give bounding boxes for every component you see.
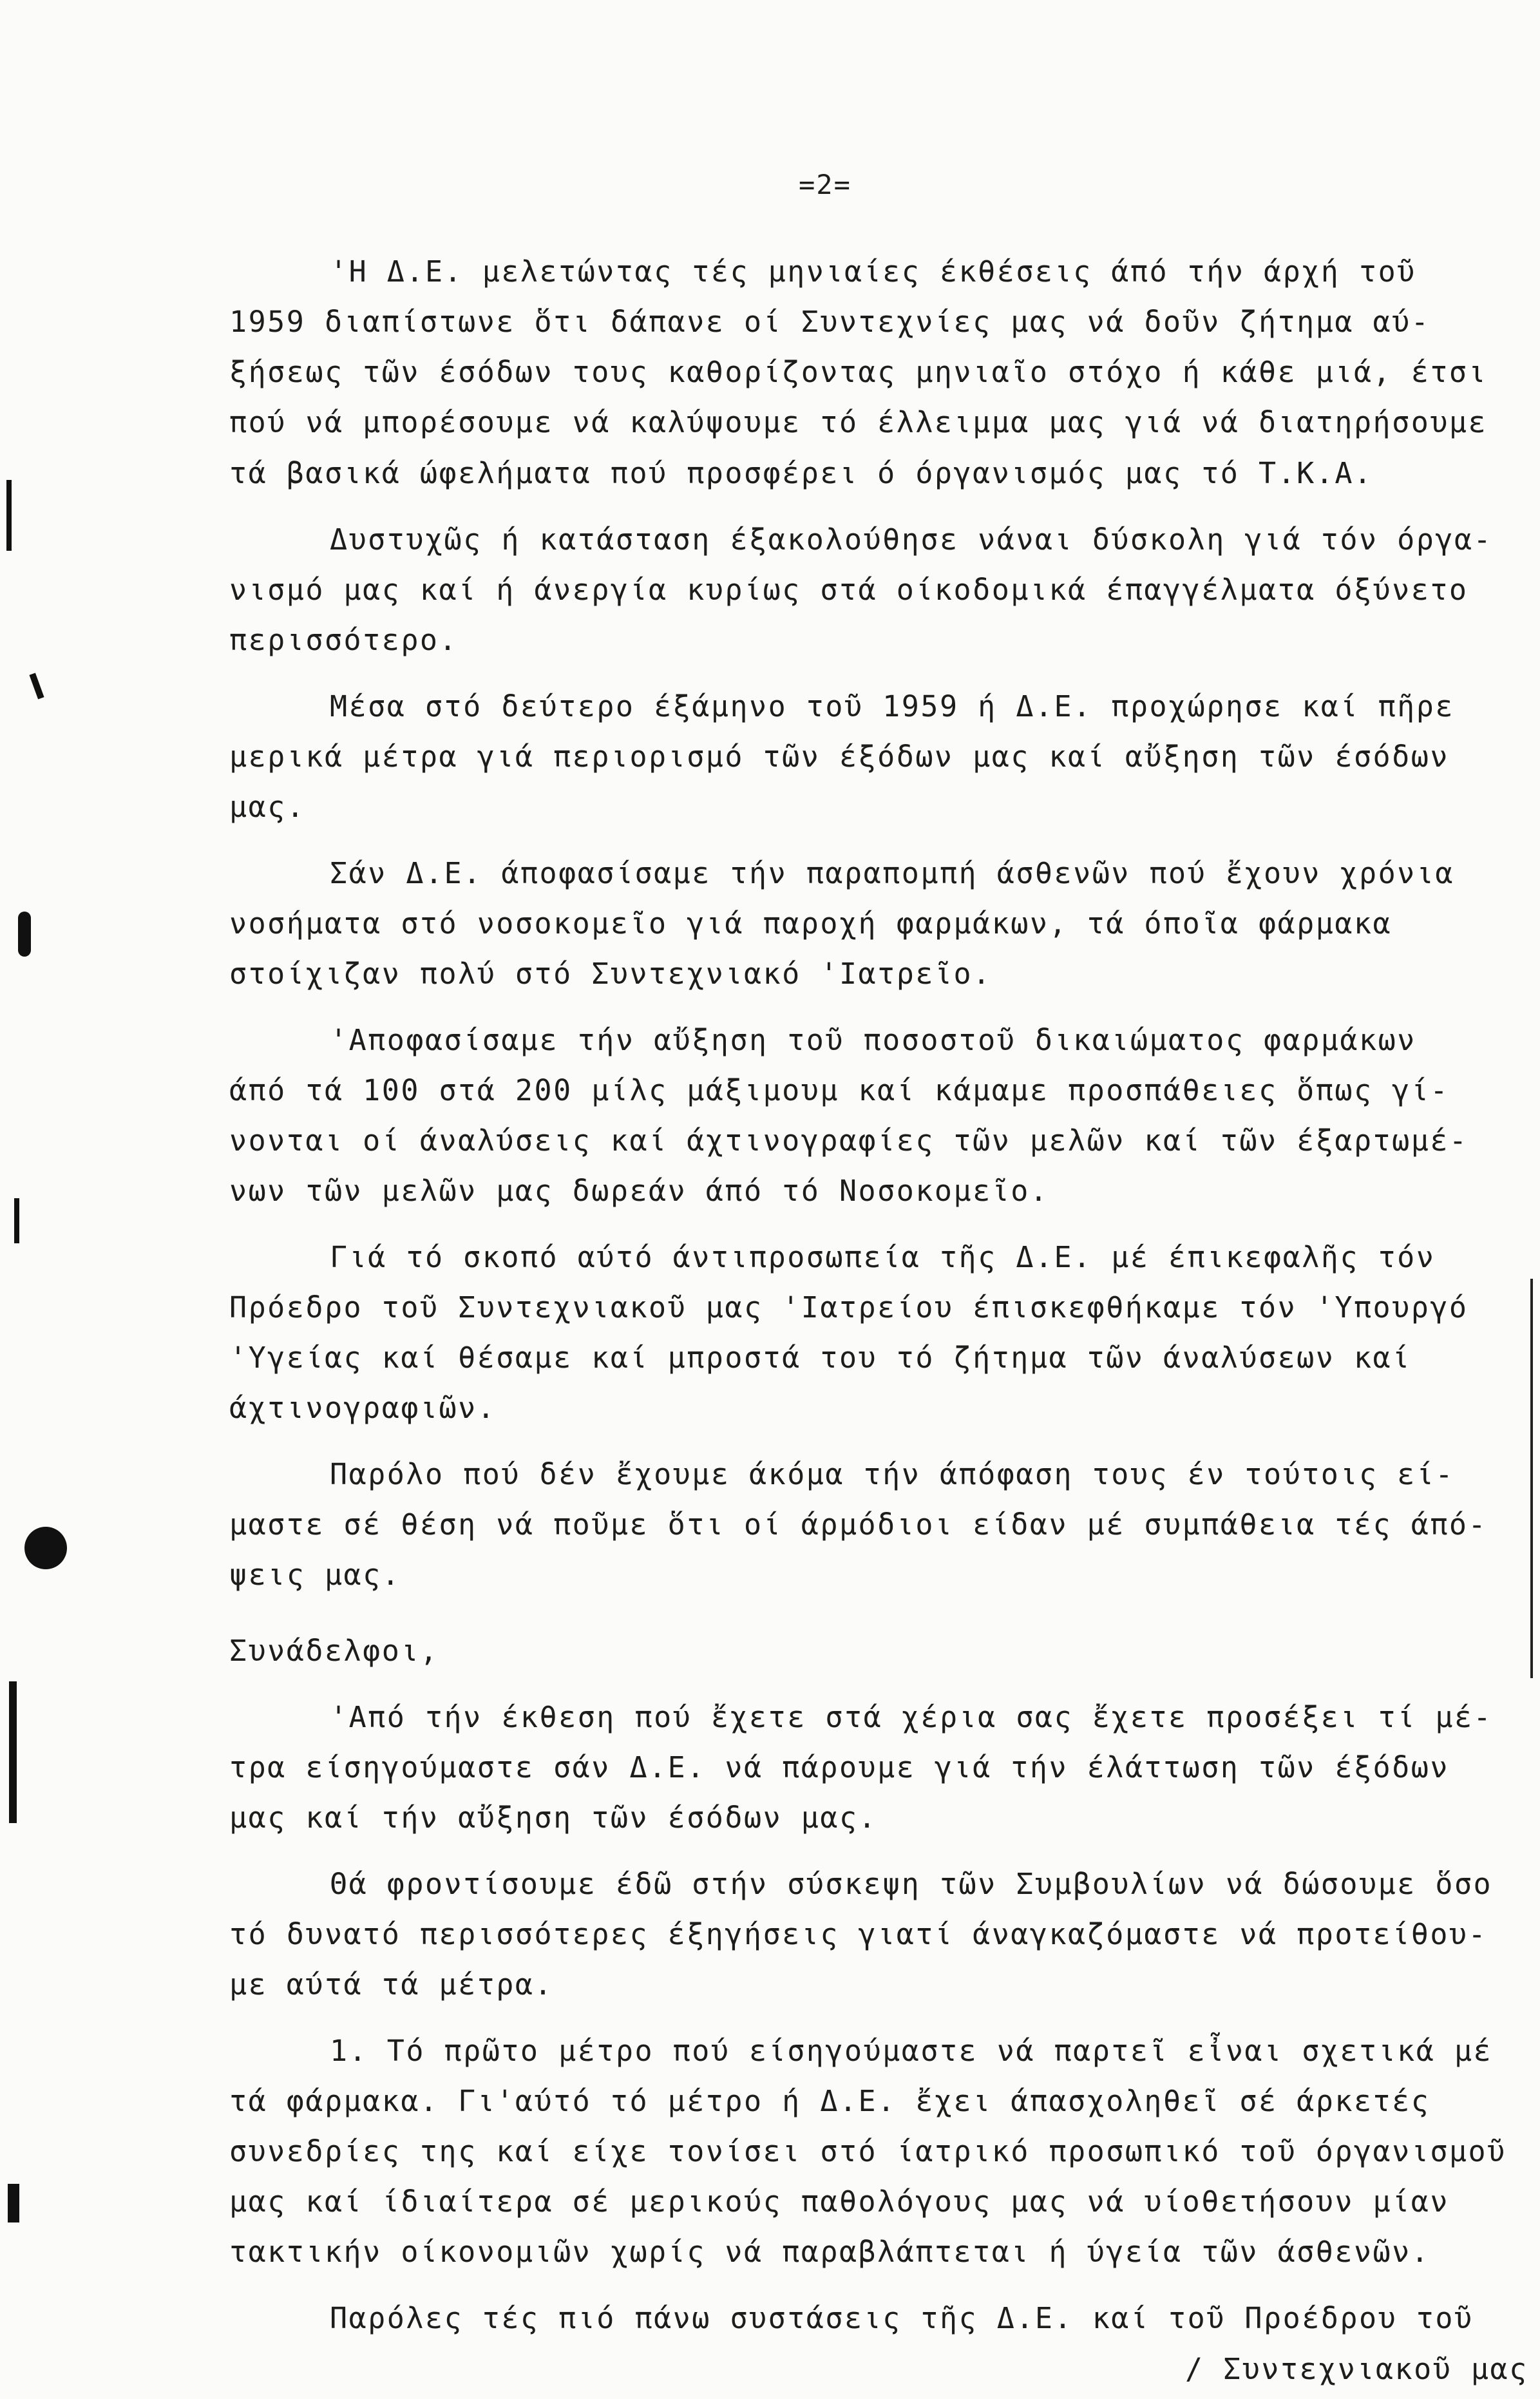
text-line: 1. Τό πρῶτο μέτρο πού είσηγούμαστε νά παρτεῖ εἶναι σχετικά μέ xyxy=(330,2034,1493,2068)
text-line: 'Η Δ.Ε. μελετώντας τές μηνιαίες έκθέσεις άπό τήν άρχή τοῦ xyxy=(330,254,1416,289)
salutation: Συνάδελφοι, xyxy=(229,1634,439,1668)
text-line: νων τῶν μελῶν μας δωρεάν άπό τό Νοσοκομεῖο. xyxy=(229,1174,1049,1208)
text-line: Γιά τό σκοπό αύτό άντιπροσωπεία τῆς Δ.Ε. μέ έπικεφαλῆς τόν xyxy=(330,1240,1436,1274)
binding-mark xyxy=(6,480,12,551)
text-line: 'Αποφασίσαμε τήν αὔξηση τοῦ ποσοστοῦ δικαιώματος φαρμάκων xyxy=(330,1023,1416,1057)
text-line: συνεδρίες της καί είχε τονίσει στό ίατρικό προσωπικό τοῦ όργανισμοῦ xyxy=(229,2134,1507,2168)
continuation-line: / Συντεχνιακοῦ μας xyxy=(1185,2352,1528,2386)
text-line: άπό τά 100 στά 200 μίλς μάξιμουμ καί κάμαμε προσπάθειες ὅπως γί- xyxy=(229,1073,1449,1107)
binding-mark xyxy=(9,1681,17,1823)
page-number: =2= xyxy=(799,169,851,200)
binding-mark xyxy=(18,912,31,957)
text-line: με αύτά τά μέτρα. xyxy=(229,1967,554,2002)
binding-mark xyxy=(8,2184,19,2222)
text-line: Θά φροντίσουμε έδῶ στήν σύσκεψη τῶν Συμβουλίων νά δώσουμε ὅσο xyxy=(330,1867,1493,1901)
text-line: πού νά μπορέσουμε νά καλύψουμε τό έλλειμμα μας γιά νά διατηρήσουμε xyxy=(229,405,1488,439)
text-line: άχτινογραφιῶν. xyxy=(229,1391,497,1425)
binding-mark xyxy=(14,1198,19,1243)
text-line: 1959 διαπίστωνε ὅτι δάπανε οί Συντεχνίες μας νά δοῦν ζήτημα αύ- xyxy=(229,305,1431,339)
text-line: μας. xyxy=(229,790,306,824)
margin-line xyxy=(1530,1279,1533,1678)
text-line: Δυστυχῶς ή κατάσταση έξακολούθησε νάναι δύσκολη γιά τόν όργα- xyxy=(330,522,1493,557)
text-line: μερικά μέτρα γιά περιορισμό τῶν έξόδων μας καί αὔξηση τῶν έσόδων xyxy=(229,740,1449,774)
binding-mark xyxy=(29,673,44,699)
text-line: μαστε σέ θέση νά ποῦμε ὅτι οί άρμόδιοι είδαν μέ συμπάθεια τές άπό- xyxy=(229,1507,1488,1542)
text-line: 'Από τήν έκθεση πού ἔχετε στά χέρια σας ἔχετε προσέξει τί μέ- xyxy=(330,1700,1493,1734)
text-line: Πρόεδρο τοῦ Συντεχνιακοῦ μας 'Ιατρείου έπισκεφθήκαμε τόν 'Υπουργό xyxy=(229,1290,1469,1324)
text-line: 'Υγείας καί θέσαμε καί μπροστά του τό ζήτημα τῶν άναλύσεων καί xyxy=(229,1341,1411,1375)
text-line: Παρόλες τές πιό πάνω συστάσεις τῆς Δ.Ε. καί τοῦ Προέδρου τοῦ xyxy=(330,2301,1474,2335)
text-line: μας καί ίδιαίτερα σέ μερικούς παθολόγους μας νά υίοθετήσουν μίαν xyxy=(229,2184,1449,2219)
text-line: στοίχιζαν πολύ στό Συντεχνιακό 'Ιατρεῖο. xyxy=(229,957,992,991)
punch-hole xyxy=(24,1527,67,1569)
text-line: ξήσεως τῶν έσόδων τους καθορίζοντας μηνιαῖο στόχο ή κάθε μιά, έτσι xyxy=(229,355,1488,389)
text-line: τά φάρμακα. Γι'αύτό τό μέτρο ή Δ.Ε. ἔχει άπασχοληθεῖ σέ άρκετές xyxy=(229,2084,1431,2118)
text-line: τό δυνατό περισσότερες έξηγήσεις γιατί άναγκαζόμαστε νά προτείθου- xyxy=(229,1917,1488,1951)
text-line: Σάν Δ.Ε. άποφασίσαμε τήν παραπομπή άσθενῶν πού ἔχουν χρόνια xyxy=(330,856,1454,890)
text-line: περισσότερο. xyxy=(229,623,459,657)
text-line: μας καί τήν αὔξηση τῶν έσόδων μας. xyxy=(229,1801,878,1835)
text-line: τακτικήν οίκονομιῶν χωρίς νά παραβλάπτεται ή ύγεία τῶν άσθενῶν. xyxy=(229,2235,1431,2269)
text-line: τά βασικά ώφελήματα πού προσφέρει ό όργανισμός μας τό Τ.Κ.Α. xyxy=(229,456,1373,490)
text-line: Παρόλο πού δέν ἔχουμε άκόμα τήν άπόφαση τους έν τούτοις εί- xyxy=(330,1457,1454,1491)
text-line: ψεις μας. xyxy=(229,1558,401,1592)
text-line: τρα είσηγούμαστε σάν Δ.Ε. νά πάρουμε γιά τήν έλάττωση τῶν έξόδων xyxy=(229,1750,1449,1784)
text-line: νοσήματα στό νοσοκομεῖο γιά παροχή φαρμάκων, τά όποῖα φάρμακα xyxy=(229,906,1393,941)
text-line: Μέσα στό δεύτερο έξάμηνο τοῦ 1959 ή Δ.Ε. προχώρησε καί πῆρε xyxy=(330,689,1454,723)
text-line: νονται οί άναλύσεις καί άχτινογραφίες τῶν μελῶν καί τῶν έξαρτωμέ- xyxy=(229,1123,1469,1158)
text-line: νισμό μας καί ή άνεργία κυρίως στά οίκοδομικά έπαγγέλματα όξύνετο xyxy=(229,573,1469,607)
